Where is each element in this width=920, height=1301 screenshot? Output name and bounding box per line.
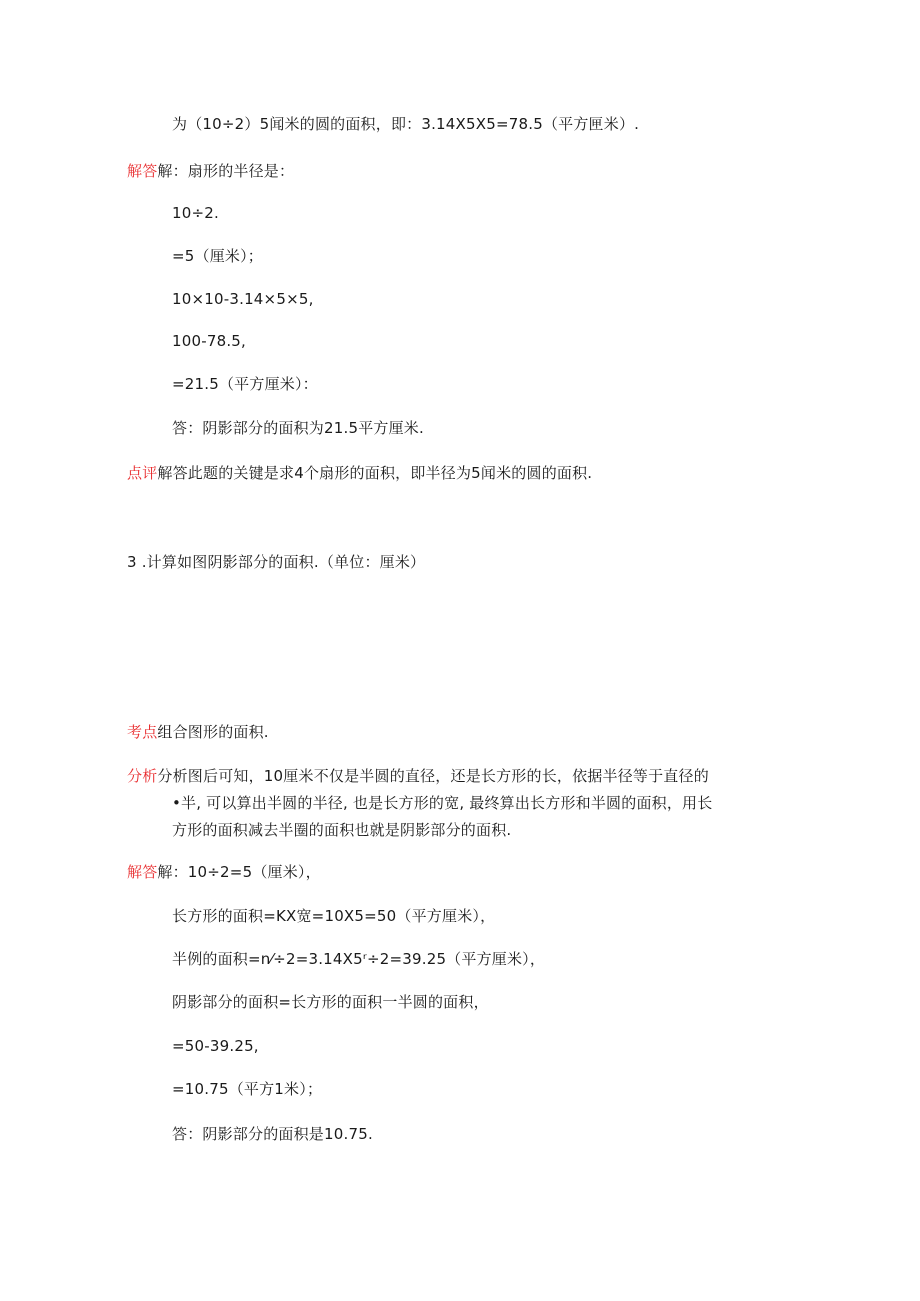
answer-label: 解答 bbox=[127, 162, 158, 180]
analysis-text: 分析图后可知，10厘米不仅是半圆的直径，还是长方形的长，依据半径等于直径的 bbox=[157, 767, 709, 785]
answer-conclusion: 答：阴影部分的面积为21.5平方厘米. bbox=[172, 419, 424, 437]
answer-block-2-first-line bbox=[127, 862, 321, 882]
answer-line: 阴影部分的面积=长方形的面积一半圆的面积， bbox=[172, 993, 489, 1011]
answer-line: 10×10-3.14×5×5, bbox=[172, 290, 314, 308]
answer-text: 解：扇形的半径是： bbox=[157, 162, 295, 180]
answer-block-1-first-line bbox=[127, 161, 294, 181]
problem-3-question: 3 .计算如图阴影部分的面积.（单位：厘米） bbox=[127, 553, 426, 571]
answer-line: 10÷2. bbox=[172, 204, 219, 222]
answer-conclusion: 答：阴影部分的面积是10.75. bbox=[172, 1125, 373, 1143]
review-block bbox=[127, 463, 592, 483]
answer-line: 半例的面积=n⁄÷2=3.14X5ʳ÷2=39.25（平方厘米）， bbox=[172, 950, 546, 968]
answer-line: 长方形的面积=KX宽=10X5=50（平方厘米）， bbox=[172, 907, 496, 925]
answer-line: =50-39.25, bbox=[172, 1037, 259, 1055]
answer-line: =10.75（平方1米）； bbox=[172, 1080, 323, 1098]
analysis-label: 分析 bbox=[127, 767, 158, 785]
kaodian-text: 组合图形的面积. bbox=[157, 723, 269, 741]
analysis-line: 方形的面积减去半圈的面积也就是阴影部分的面积. bbox=[172, 821, 512, 839]
answer-line: =21.5（平方厘米）： bbox=[172, 375, 318, 393]
answer-line: =5（厘米）； bbox=[172, 247, 264, 265]
analysis-block-first-line bbox=[127, 766, 709, 786]
answer-text: 解：10÷2=5（厘米）， bbox=[157, 863, 321, 881]
intro-line: 为（10÷2）5闻米的圆的面积，即：3.14X5X5=78.5（平方匣米）. bbox=[172, 115, 640, 133]
analysis-line: •半, 可以算出半圆的半径, 也是长方形的宽, 最终算出长方形和半圆的面积，用长 bbox=[172, 794, 713, 812]
review-label: 点评 bbox=[127, 464, 158, 482]
kaodian-block bbox=[127, 722, 269, 742]
review-text: 解答此题的关键是求4个扇形的面积，即半径为5闻米的圆的面积. bbox=[157, 464, 593, 482]
answer-label: 解答 bbox=[127, 863, 158, 881]
answer-line: 100-78.5, bbox=[172, 332, 247, 350]
kaodian-label: 考点 bbox=[127, 723, 158, 741]
